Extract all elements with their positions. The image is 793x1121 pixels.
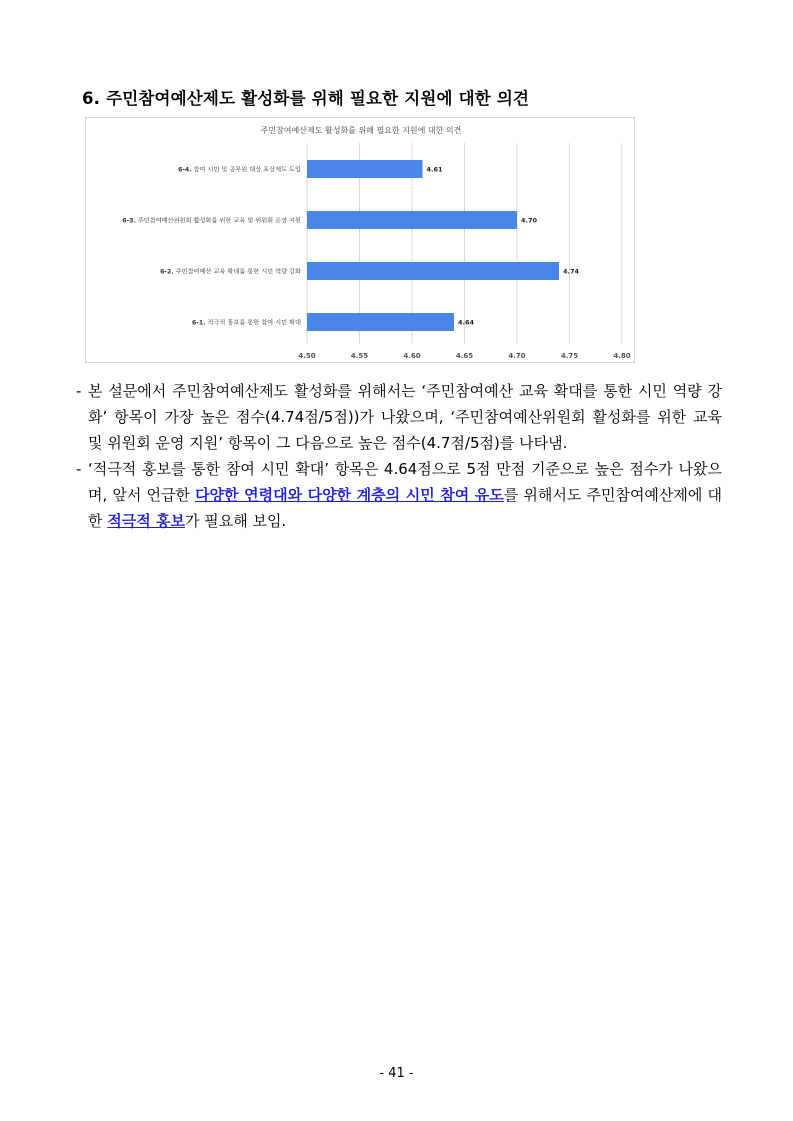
chart-svg xyxy=(86,118,636,364)
bullet-item xyxy=(72,456,722,534)
x-tick-label: 4.60 xyxy=(403,352,421,360)
bar xyxy=(307,262,559,280)
x-tick-label: 4.80 xyxy=(613,352,631,360)
x-tick-label: 4.65 xyxy=(455,352,474,360)
category-label: 6-2. 주민참여예산 교육 확대를 통한 시민 역량 강화 xyxy=(160,268,301,276)
highlight-text: 적극적 홍보 xyxy=(107,512,185,530)
bullet-text: 본 설문에서 주민참여예산제도 활성화를 위해서는 ‘주민참여예산 교육 확대를 통한 시민 역량 강화’ 항목이 가장 높은 점수(4.74점/5점))가 나왔으며, ‘주민참여예산위원회 활성화를 위한 교육 및 위원회 운영 지원’ 항목이 그 다음으로 높은 점수(4.7점/5점)를 나타냄. xyxy=(88,382,722,452)
x-tick-label: 4.55 xyxy=(350,352,369,360)
bullet-text: 가 필요해 보임. xyxy=(184,512,287,530)
data-label: 4.64 xyxy=(458,318,475,327)
data-label: 4.70 xyxy=(521,216,538,225)
x-tick-label: 4.70 xyxy=(508,352,526,360)
section-heading: 6. 주민참여예산제도 활성화를 위해 필요한 지원에 대한 의견 xyxy=(82,89,530,108)
category-label: 6-3. 주민참여예산위원회 활성화를 위한 교육 및 위원회 운영 지원 xyxy=(122,217,301,225)
x-tick-label: 4.75 xyxy=(560,352,579,360)
highlight-text: 다양한 연령대와 다양한 계층의 시민 참여 유도 xyxy=(195,486,504,504)
bullet-dash: - xyxy=(76,460,82,478)
bullet-list xyxy=(72,378,722,534)
chart-title: 주민참여예산제도 활성화를 위해 필요한 지원에 대한 의견 xyxy=(260,126,462,135)
bullet-text: ‘적극적 홍보를 통한 참여 시민 확대’ 항목은 4.64점으로 5점 만점 기준으로 높은 점수가 나왔으며, 앞서 언급한 xyxy=(88,460,722,504)
bar-chart xyxy=(85,117,635,363)
bar xyxy=(307,313,454,331)
page-number: - 41 - xyxy=(379,1066,414,1081)
category-label: 6-1. 적극적 홍보를 통한 참여 시민 확대 xyxy=(191,319,301,327)
bar xyxy=(307,160,423,178)
bar xyxy=(307,211,517,229)
bullet-dash: - xyxy=(76,382,82,400)
x-tick-label: 4.50 xyxy=(298,352,316,360)
data-label: 4.74 xyxy=(563,267,580,276)
bullet-item xyxy=(72,378,722,456)
bullet-text: 를 위해서도 주민참여예산제에 대한 xyxy=(88,486,723,530)
category-label: 6-4. 참여 시민 및 공무원 대상 포상제도 도입 xyxy=(178,166,301,174)
data-label: 4.61 xyxy=(426,165,443,174)
